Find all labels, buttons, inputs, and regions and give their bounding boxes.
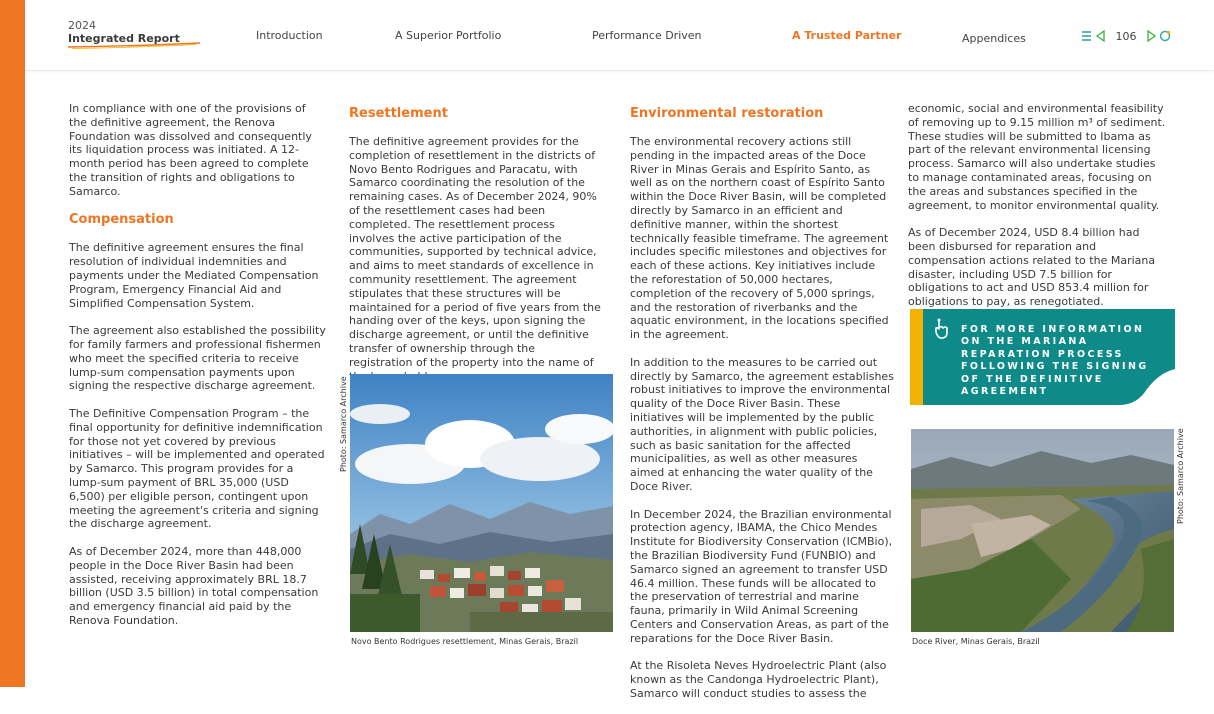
more-information-link-box[interactable] <box>910 309 1175 405</box>
photo-credit-resettlement: Photo: Samarco Archive <box>339 376 348 472</box>
feasibility-paragraph: economic, social and environmental feasibility of removing up to 9.15 million m³ of sediment. These studies will be submitted to Ibama as part of the relevant environmental licensing process. Samarco will also undertake studies to manage contaminated areas, focusing on the areas and substances specified in the agreement, to monitor environmental quality. <box>908 102 1166 212</box>
report-brand[interactable] <box>68 20 180 45</box>
compensation-paragraph-1: The definitive agreement ensures the final resolution of individual indemnities and payments under the Mediated Compensation Program, Emergency Financial Aid and Simplified Compensation System. <box>69 241 319 310</box>
header <box>25 0 1214 71</box>
nav-trusted-partner[interactable]: A Trusted Partner <box>792 29 902 42</box>
compensation-heading: Compensation <box>69 212 174 228</box>
restoration-paragraph-4: At the Risoleta Neves Hydroelectric Plant (also known as the Candonga Hydroelectric Plant), Samarco will conduct studies to assess the <box>630 659 887 700</box>
home-icon[interactable] <box>1158 29 1172 43</box>
report-year: 2024 <box>68 19 96 32</box>
column-feasibility <box>908 102 1170 323</box>
environmental-restoration-heading: Environmental restoration <box>630 106 824 121</box>
side-accent-bar <box>0 0 25 687</box>
resettlement-photo-caption: Novo Bento Rodrigues resettlement, Minas Gerais, Brazil <box>351 637 579 646</box>
column-compensation <box>69 102 327 641</box>
previous-page-icon[interactable] <box>1094 29 1108 43</box>
photo-credit-doce-river: Photo: Samarco Archive <box>1176 428 1185 524</box>
nav-superior-portfolio[interactable]: A Superior Portfolio <box>395 29 502 42</box>
restoration-paragraph-2: In addition to the measures to be carried out directly by Samarco, the agreement establishes robust initiatives to improve the environmental quality of the Doce River Basin. These initiatives will be implemented by the public authorities, in alignment with public policies, such as basic sanitation for the affected municipalities, as well as other measures aimed at enhancing the water quality of the Doce River. <box>630 355 894 493</box>
report-title: Integrated Report <box>68 32 180 45</box>
compensation-paragraph-2: The agreement also established the possibility for family farmers and professional fishermen who meet the specified criteria to receive lump-sum compensation payments upon signing the respective discharge agreement. <box>69 324 326 393</box>
hand-pointer-icon <box>933 317 951 341</box>
town-landscape-image <box>350 374 613 632</box>
doce-river-photo-caption: Doce River, Minas Gerais, Brazil <box>912 637 1040 646</box>
intro-paragraph: In compliance with one of the provisions of the definitive agreement, the Renova Foundation was dissolved and consequently its liquidation process was initiated. A 12-month period has been agreed to complete the transition of rights and obligations to Samarco. <box>69 102 312 198</box>
page-number: 106 <box>1115 29 1137 43</box>
column-environmental-restoration <box>630 106 895 714</box>
doce-river-photo <box>911 429 1174 632</box>
nav-performance-driven[interactable]: Performance Driven <box>592 29 702 42</box>
nav-appendices[interactable]: Appendices <box>962 32 1026 45</box>
disbursement-paragraph: As of December 2024, USD 8.4 billion had been disbursed for reparation and compensation actions related to the Mariana disaster, including USD 7.5 billion for obligations to act and USD 853.4 million for obligations to pay, as renegotiated. <box>908 226 1156 309</box>
menu-icon[interactable] <box>1080 29 1094 43</box>
nav-introduction[interactable]: Introduction <box>256 29 323 42</box>
brand-swoosh-icon <box>68 42 200 50</box>
compensation-paragraph-4: As of December 2024, more than 448,000 people in the Doce River Basin had been assisted, receiving approximately BRL 18.7 billion (USD 3.5 billion) in total compensation and emergency financial aid paid by the Renova Foundation. <box>69 544 319 627</box>
river-aerial-image <box>911 429 1174 632</box>
info-box-accent <box>910 309 923 405</box>
page-navigation <box>1080 28 1172 44</box>
resettlement-photo <box>350 374 613 632</box>
compensation-paragraph-3: The Definitive Compensation Program – the final opportunity for definitive indemnification for those not yet covered by previous initiatives – will be implemented and operated by Samarco. This program provides for a lump-sum payment of BRL 35,000 (USD 6,500) per eligible person, contingent upon meeting the agreement's criteria and signing the discharge agreement. <box>69 406 325 531</box>
restoration-paragraph-1: The environmental recovery actions still pending in the impacted areas of the Doce River in Minas Gerais and Espírito Santo, as well as on the northern coast of Espírito Santo within the Doce River Basin, will be completed directly by Samarco in an efficient and definitive manner, within the shortest technically feasible timeframe. The agreement includes specific milestones and objectives for each of these actions. Key initiatives include the reforestation of 50,000 hectares, completion of the recovery of 5,000 springs, and the restoration of riverbanks and the aquatic environment, in the locations specified in the agreement. <box>630 135 889 342</box>
next-page-icon[interactable] <box>1144 29 1158 43</box>
restoration-paragraph-3: In December 2024, the Brazilian environmental protection agency, IBAMA, the Chico Mendes Institute for Biodiversity Conservation (ICMBio), the Brazilian Biodiversity Fund (FUNBIO) and Samarco signed an agreement to transfer USD 46.4 million. These funds will be allocated to the preservation of terrestrial and marine fauna, primarily in Wild Animal Screening Centers and Conservation Areas, as part of the reparations for the Doce River Basin. <box>630 507 893 645</box>
info-box-text: FOR MORE INFORMATION ON THE MARIANA REPARATION PROCESS FOLLOWING THE SIGNING OF THE DEFINITIVE AGREEMENT <box>961 324 1149 398</box>
resettlement-paragraph: The definitive agreement provides for the completion of resettlement in the districts of Novo Bento Rodrigues and Paracatu, with Samarco coordinating the resolution of the remaining cases. As of December 2024, 90% of the resettlement cases had been completed. The resettlement process involves the active participation of the communities, supported by technical advice, and aims to meet standards of excellence in community resettlement. The agreement stipulates that these structures will be maintained for a period of five years from the handing over of the keys, upon signing the discharge agreement, or until the definitive transfer of ownership through the registration of the property into the name of <box>349 135 601 369</box>
resettlement-heading: Resettlement <box>349 106 448 121</box>
column-resettlement <box>349 106 601 397</box>
